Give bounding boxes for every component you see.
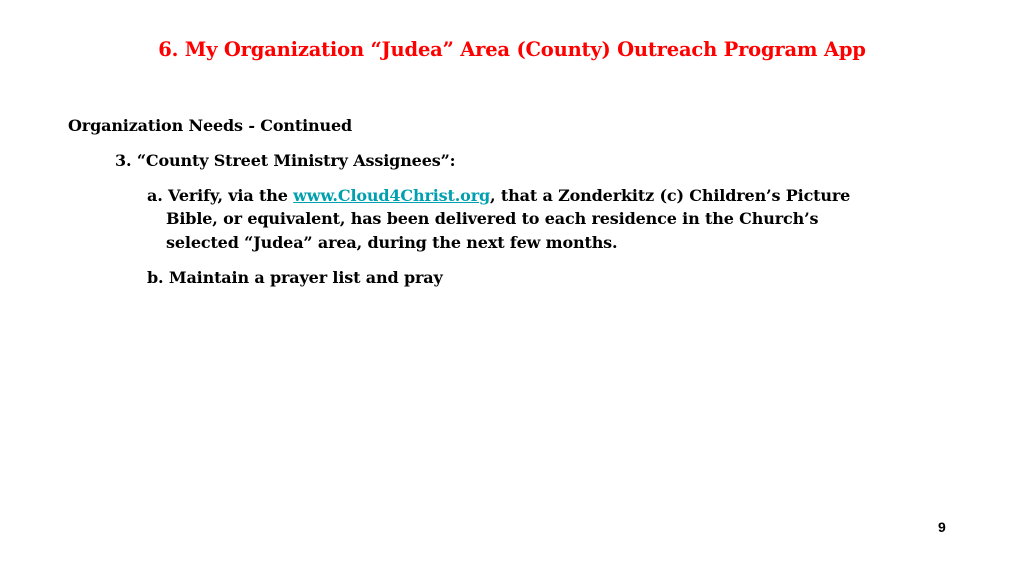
list-item-b: b. Maintain a prayer list and pray [147,268,443,287]
list-item-a-line-1-rest: , that a Zonderkitz (c) Children’s Picture [490,186,851,205]
slide-title: 6. My Organization “Judea” Area (County) Outreach Program App [158,38,866,61]
list-item-a-line-3: selected “Judea” area, during the next few months. [166,233,618,252]
list-item-a-prefix: a. Verify, via the [147,186,294,205]
list-item-a-line-2: Bible, or equivalent, has been delivered to each residence in the Church’s [166,209,819,228]
section-subheading: Organization Needs - Continued [68,116,353,135]
list-item-3-label: 3. “County Street Ministry Assignees”: [115,151,456,170]
page-number: 9 [938,519,946,535]
cloud4christ-link[interactable]: www.Cloud4Christ.org [293,186,491,205]
list-item-a-line-1 [147,186,850,206]
